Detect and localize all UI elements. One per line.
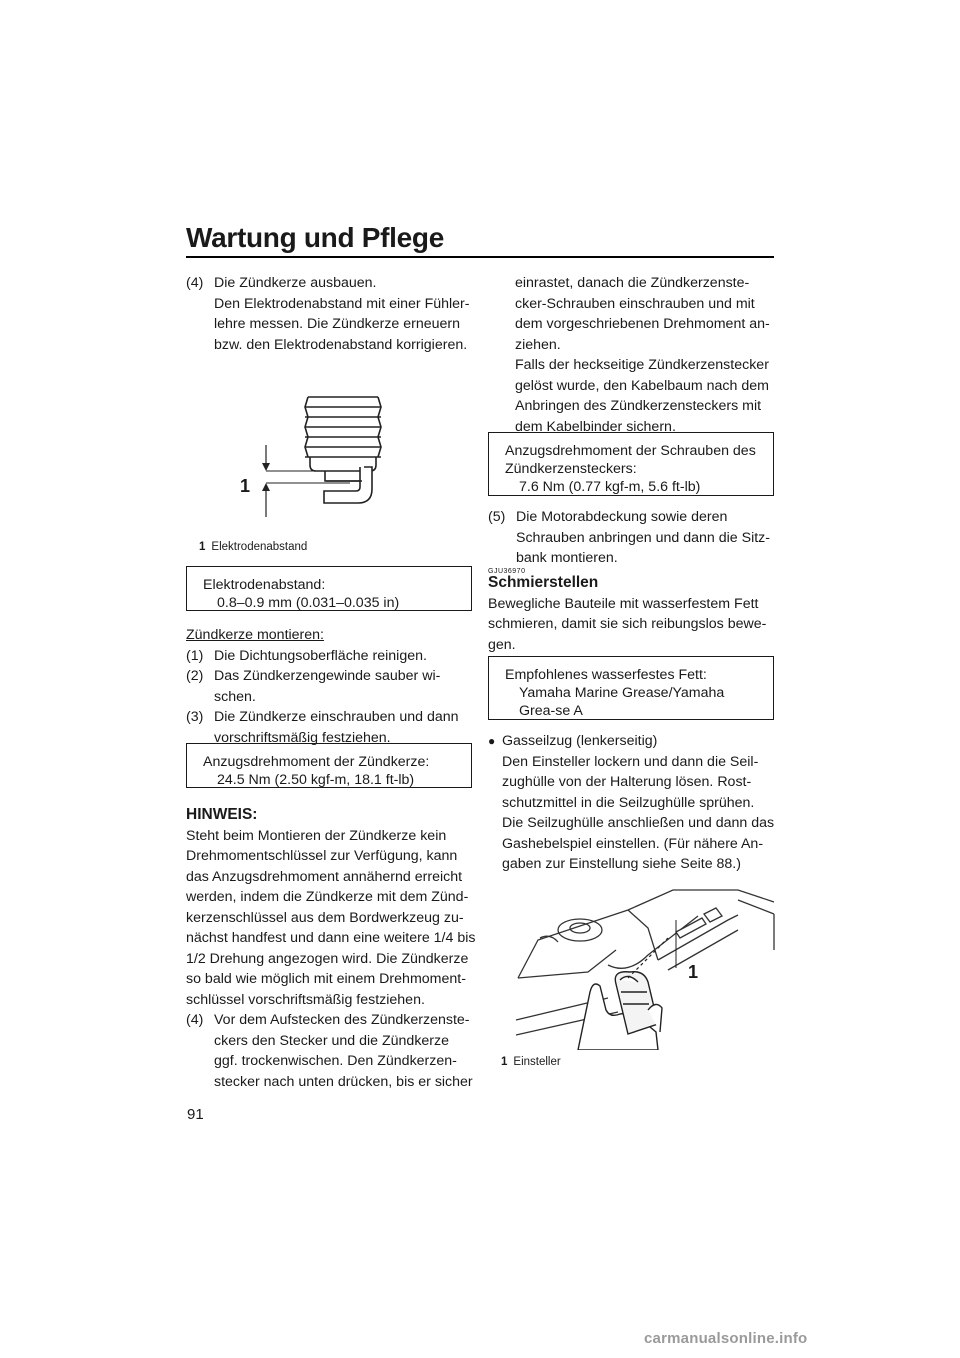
page-number: 91 (187, 1106, 204, 1123)
step-number: (2) (186, 668, 204, 684)
spec-value: 0.8–0.9 mm (0.031–0.035 in) (217, 595, 400, 611)
step-5-section (488, 507, 778, 569)
bullet-icon: ● (488, 734, 496, 748)
spec-value: 24.5 Nm (2.50 kgf-m, 18.1 ft-lb) (217, 772, 415, 788)
spec-box-spark-plug-torque (186, 743, 472, 788)
section-intro: Bewegliche Bauteile mit wasserfestem Fett schmieren, damit sie sich reibungslos bewe-gen. (488, 595, 767, 653)
step-4-remove (186, 273, 476, 355)
step-text: Die Zündkerze einschrauben und dann vorschriftsmäßig festziehen. (214, 709, 459, 746)
section-code: GJU36970 (488, 568, 526, 575)
spark-plug-illustration (230, 385, 390, 525)
throttle-cable-item (488, 731, 778, 875)
step-number: (3) (186, 709, 204, 725)
spec-label: Anzugsdrehmoment der Zündkerze: (203, 754, 430, 770)
section-title: Schmierstellen (488, 574, 599, 591)
figure-callout-1: 1 (688, 962, 699, 982)
caption-number: 1 (501, 1056, 508, 1068)
lubrication-section (488, 573, 778, 655)
step-number: (1) (186, 647, 204, 664)
note-text: Steht beim Montieren der Zündkerze kein Drehmomentschlüssel zur Verfügung, kann das Anzugsdrehmoment annähernd erreicht werden, indem die Zündkerze mit dem Zünd-kerzenschlüssel aus dem Bordwerkzeug zu-nächst handfest und dann eine weitere 1/4 bis 1/2 Drehung angezogen wird. Die Zündkerze so bald wie möglich mit einem Drehmoment-schlüssel vorschriftsmäßig festziehen. (186, 827, 476, 1008)
caption-text: Einsteller (513, 1056, 561, 1068)
install-heading: Zündkerze montieren: (186, 627, 325, 643)
spec-label: Anzugsdrehmoment der Schrauben des Zündkerzensteckers: (505, 443, 756, 477)
bullet-text: Den Einsteller lockern und dann die Seil-zughülle von der Halterung lösen. Rost-schutzmittel in die Seilzughülle sprühen. Die Seilzughülle anschließen und dann das Gashebelspiel einstellen. (Für nähere An-gaben zur Einstellung siehe Seite 88.) (502, 753, 775, 872)
note-section (186, 805, 476, 1092)
caption-text: Elektrodenabstand (211, 541, 308, 553)
page-title: Wartung und Pflege (186, 222, 444, 253)
step-number: (4) (186, 1012, 204, 1028)
watermark: carmanualsonline.info (644, 1330, 808, 1347)
continued-paragraph-2: Falls der heckseitige Zündkerzenstecker gelöst wurde, den Kabelbaum nach dem Anbringen des Zündkerzensteckers mit dem Kabelbinder sichern. (515, 357, 769, 435)
step-text: Vor dem Aufstecken des Zündkerzenste-ckers den Stecker und die Zündkerze ggf. trockenwischen. Den Zündkerzen-stecker nach unten drücken, bis er sicher (214, 1012, 473, 1090)
throttle-cable-illustration (508, 880, 778, 1050)
step-text: Die Motorabdeckung sowie deren Schrauben anbringen und dann die Sitz-bank montieren. (516, 509, 770, 566)
title-rule (186, 256, 774, 258)
spec-box-connector-screw-torque (488, 432, 774, 496)
step-text: Die Dichtungsoberfläche reinigen. (214, 647, 427, 664)
spec-box-electrode-gap (186, 566, 472, 611)
continued-paragraph: einrastet, danach die Zündkerzenste-cker-Schrauben einschrauben und mit dem vorgeschriebenen Drehmoment an-ziehen. (515, 275, 770, 353)
install-section (186, 625, 476, 748)
step-detail: Den Elektrodenabstand mit einer Fühler-lehre messen. Die Zündkerze erneuern bzw. den Elektrodenabstand korrigieren. (214, 295, 470, 353)
figure-caption (501, 1056, 561, 1068)
bullet-title: Gasseilzug (lenkerseitig) (502, 733, 658, 749)
step-number: (5) (488, 509, 506, 525)
caption-number: 1 (199, 541, 206, 553)
spec-value: Yamaha Marine Grease/Yamaha Grea-se A (519, 685, 725, 719)
spec-label: Elektrodenabstand: (203, 577, 326, 593)
figure-callout-1: 1 (240, 476, 251, 496)
figure-caption (199, 541, 307, 553)
step-number: (4) (186, 275, 204, 291)
step-text: Die Zündkerze ausbauen. (214, 275, 377, 291)
continued-text (515, 273, 777, 437)
step-text: Das Zündkerzengewinde sauber wi-schen. (214, 668, 441, 705)
spec-value: 7.6 Nm (0.77 kgf-m, 5.6 ft-lb) (519, 479, 701, 495)
spec-box-grease (488, 656, 774, 720)
note-title: HINWEIS: (186, 806, 258, 823)
spec-label: Empfohlenes wasserfestes Fett: (505, 667, 707, 683)
